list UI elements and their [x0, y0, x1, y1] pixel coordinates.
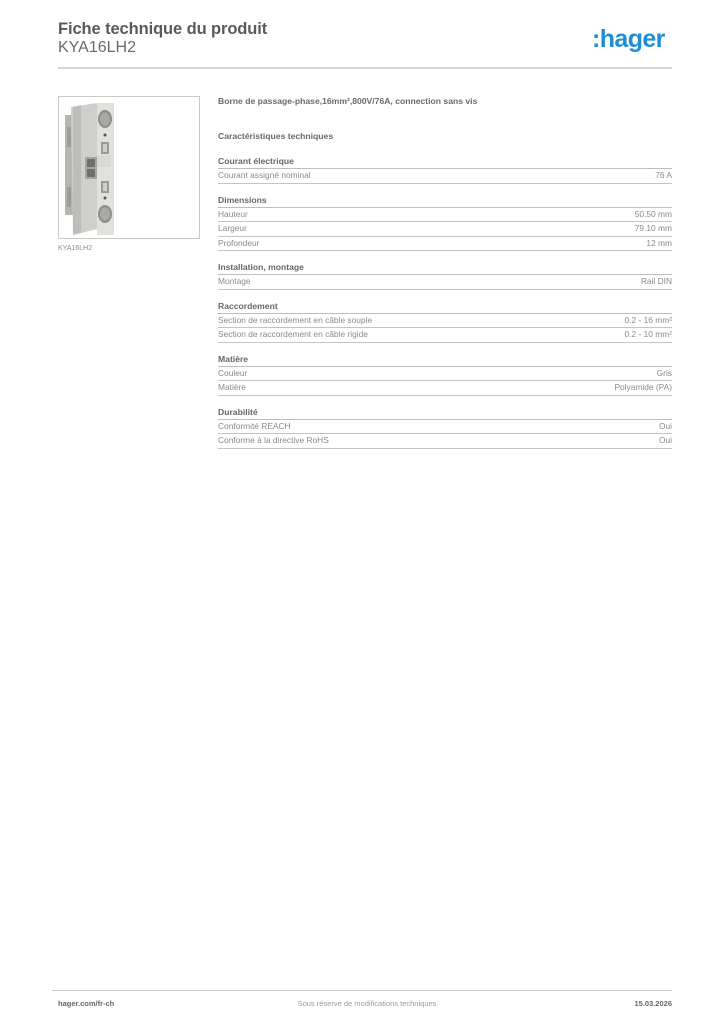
document-title: Fiche technique du produit: [58, 20, 268, 38]
spec-row: [218, 367, 672, 382]
spec-value: 0.2 - 16 mm²: [624, 314, 672, 325]
spec-row: [218, 420, 672, 435]
spec-row: [218, 328, 672, 343]
section-title: Durabilité: [218, 407, 672, 420]
terminal-block-image: [59, 97, 199, 238]
product-image-caption: KYA16LH2: [58, 245, 93, 252]
spec-label: Hauteur: [218, 208, 248, 219]
spec-section-raccordement: [218, 301, 672, 343]
spec-label: Section de raccordement en câble souple: [218, 314, 373, 325]
spec-label: Largeur: [218, 223, 247, 233]
section-title: Matière: [218, 354, 672, 367]
spec-value: 12 mm: [646, 237, 672, 248]
hager-logo: :hager: [592, 25, 665, 53]
footer-website-link[interactable]: hager.com/fr-ch: [58, 999, 115, 1008]
spec-value: Oui: [658, 420, 672, 431]
spec-label: Conforme à la directive RoHS: [218, 435, 329, 445]
spec-value: Rail DIN: [640, 276, 672, 286]
characteristics-heading: Caractéristiques techniques: [218, 131, 334, 141]
spec-row: [218, 381, 672, 396]
spec-label: Matière: [218, 382, 246, 392]
spec-section-dimensions: [218, 195, 672, 252]
spec-row: [218, 434, 672, 449]
spec-value: Gris: [656, 367, 672, 378]
header-divider: [58, 67, 672, 69]
spec-label: Section de raccordement en câble rigide: [218, 329, 368, 339]
section-title: Dimensions: [218, 195, 672, 208]
product-description: Borne de passage-phase,16mm²,800V/76A, connection sans vis: [218, 96, 478, 106]
spec-value: 76 A: [655, 170, 672, 180]
spec-row: [218, 314, 672, 329]
spec-value: 50.50 mm: [634, 208, 672, 219]
spec-value: 79.10 mm: [634, 223, 672, 233]
spec-value: Polyamide (PA): [614, 382, 672, 392]
spec-label: Courant assigné nominal: [218, 170, 311, 180]
spec-section-matiere: [218, 354, 672, 396]
spec-section-installation: [218, 262, 672, 290]
spec-section-courant: [218, 156, 672, 184]
spec-label: Couleur: [218, 367, 248, 378]
spec-row: [218, 169, 672, 184]
spec-value: 0.2 - 10 mm²: [624, 329, 672, 339]
product-code: KYA16LH2: [58, 39, 136, 56]
footer-divider: [52, 990, 672, 991]
spec-row: [218, 237, 672, 252]
spec-value: Oui: [658, 435, 672, 445]
spec-row: [218, 208, 672, 223]
section-title: Courant électrique: [218, 156, 672, 169]
spec-row: [218, 275, 672, 290]
footer-date: 15.03.2026: [634, 999, 672, 1008]
footer-disclaimer: Sous réserve de modifications techniques: [297, 999, 437, 1008]
section-title: Raccordement: [218, 301, 672, 314]
spec-section-durabilite: [218, 407, 672, 449]
product-image: [58, 96, 200, 239]
spec-label: Montage: [218, 276, 251, 286]
spec-label: Conformité REACH: [218, 420, 291, 431]
section-title: Installation, montage: [218, 262, 672, 275]
spec-row: [218, 222, 672, 237]
spec-table: [218, 156, 672, 460]
spec-label: Profondeur: [218, 237, 260, 248]
